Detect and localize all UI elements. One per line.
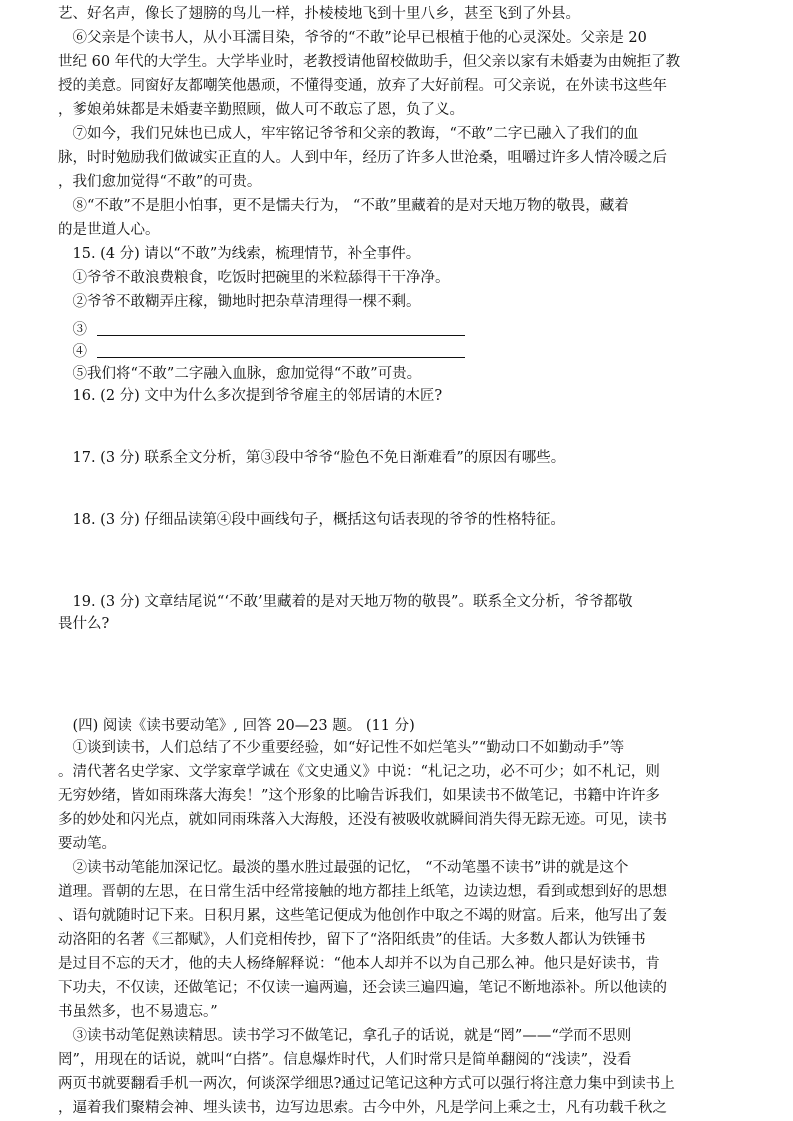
passage-line: 的是世道人心。 — [58, 222, 160, 238]
passage-line: 授的美意。同窗好友都嘲笑他愚顽，不懂得变通，放弃了大好前程。可父亲说，在外读书这些年 — [58, 78, 667, 94]
question-18: 18. (3 分) 仔细品读第④段中画线句子，概括这句话表现的爷爷的性格特征。 — [58, 512, 565, 528]
passage-line: 是过目不忘的天才，他的夫人杨绛解释说：“他本人却并不以为自己那么神。他只是好读书，肯 — [58, 956, 660, 972]
passage-line: ③读书动笔促熟读精思。读书学习不做笔记，拿孔子的话说，就是“罔”——“学而不思则 — [58, 1028, 632, 1044]
question-19-cont: 畏什么? — [58, 616, 110, 632]
question-15-item-blank — [58, 320, 465, 340]
passage-line: 艺、好名声，像长了翅膀的鸟儿一样，扑棱棱地飞到十里八乡，甚至飞到了外县。 — [58, 6, 580, 22]
section-4-heading: (四) 阅读《读书要动笔》, 回答 20—23 题。 (11 分) — [58, 718, 415, 734]
question-19: 19. (3 分) 文章结尾说“‘不敢’里藏着的是对天地万物的敬畏”。联系全文分析，爷爷都敬 — [58, 594, 633, 610]
passage-line: 动洛阳的名著《三都赋》，人们竞相传抄，留下了“洛阳纸贵”的佳话。大多数人都认为铁锤书 — [58, 932, 646, 948]
question-15-item: ①爷爷不敢浪费粮食，吃饭时把碗里的米粒舔得干干净净。 — [58, 270, 450, 286]
passage-line: ，逼着我们聚精会神、埋头读书，边写边思索。古今中外，凡是学问上乘之士，凡有功载千秋之 — [58, 1100, 667, 1116]
passage-line: 道理。晋朝的左思，在日常生活中经常接触的地方都挂上纸笔，边读边想，看到或想到好的思想 — [58, 884, 667, 900]
answer-blank-line[interactable] — [97, 343, 465, 358]
passage-line: 书虽然多，也不易遗忘。” — [58, 1004, 218, 1020]
passage-line: 脉，时时勉励我们做诚实正直的人。人到中年，经历了许多人世沧桑，咀嚼过许多人情冷暖之后 — [58, 150, 667, 166]
passage-line: 无穷妙绪，皆如雨珠落大海矣！”这个形象的比喻告诉我们，如果读书不做笔记，书籍中许许多 — [58, 788, 660, 804]
question-15-item: ②爷爷不敢糊弄庄稼，锄地时把杂草清理得一棵不剩。 — [58, 294, 421, 310]
passage-line: 世纪 60 年代的大学生。大学毕业时，老教授请他留校做助手，但父亲以家有未婚妻为由婉拒了教 — [58, 54, 681, 70]
passage-line: ⑧“不敢”不是胆小怕事，更不是懦夫行为， “不敢”里藏着的是对天地万物的敬畏，藏着 — [58, 198, 629, 214]
question-16: 16. (2 分) 文中为什么多次提到爷爷雇主的邻居请的木匠? — [58, 388, 443, 404]
question-15-item-number: ④ — [58, 344, 87, 360]
question-15-stem: 15. (4 分) 请以“不敢”为线索，梳理情节，补全事件。 — [58, 246, 421, 262]
passage-line: 下功夫，不仅读，还做笔记；不仅读一遍两遍，还会读三遍四遍，笔记不断地添补。所以他读的 — [58, 980, 667, 996]
passage-line: 多的妙处和闪光点，就如同雨珠落入大海般，还没有被吸收就瞬间消失得无踪无迹。可见，读书 — [58, 812, 667, 828]
passage-line: 、语句就随时记下来。日积月累，这些笔记便成为他创作中取之不竭的财富。后来，他写出了轰 — [58, 908, 667, 924]
passage-line: ，我们愈加觉得“不敢”的可贵。 — [58, 174, 262, 190]
passage-line: ，爹娘弟妹都是未婚妻辛勤照顾，做人可不敢忘了恩，负了义。 — [58, 102, 464, 118]
passage-line: 。清代著名史学家、文学家章学诚在《文史通义》中说：“札记之功，必不可少；如不札记，则 — [58, 764, 660, 780]
passage-line: ⑦如今，我们兄妹也已成人，牢牢铭记爷爷和父亲的教诲，“不敢”二字已融入了我们的血 — [58, 126, 639, 142]
passage-line: ①谈到读书，人们总结了不少重要经验，如“好记性不如烂笔头”“勤动口不如勤动手”等 — [58, 740, 625, 756]
passage-line: 两页书就要翻看手机一两次，何谈深学细思?通过记笔记这种方式可以强行将注意力集中到读书上 — [58, 1076, 675, 1092]
question-15-item-blank — [58, 342, 465, 362]
question-15-item-number: ③ — [58, 322, 87, 338]
passage-line: ⑥父亲是个读书人，从小耳濡目染，爷爷的“不敢”论早已根植于他的心灵深处。父亲是 20 — [58, 30, 647, 46]
question-15-item: ⑤我们将“不敢”二字融入血脉，愈加觉得“不敢”可贵。 — [58, 366, 422, 382]
passage-line: ②读书动笔能加深记忆。最淡的墨水胜过最强的记忆， “不动笔墨不读书”讲的就是这个 — [58, 860, 629, 876]
question-17: 17. (3 分) 联系全文分析，第③段中爷爷“脸色不免日渐难看”的原因有哪些。 — [58, 450, 566, 466]
passage-line: 罔”，用现在的话说，就叫“白搭”。信息爆炸时代，人们时常只是简单翻阅的“浅读”，没看 — [58, 1052, 632, 1068]
passage-line: 要动笔。 — [58, 836, 116, 852]
answer-blank-line[interactable] — [97, 321, 465, 336]
